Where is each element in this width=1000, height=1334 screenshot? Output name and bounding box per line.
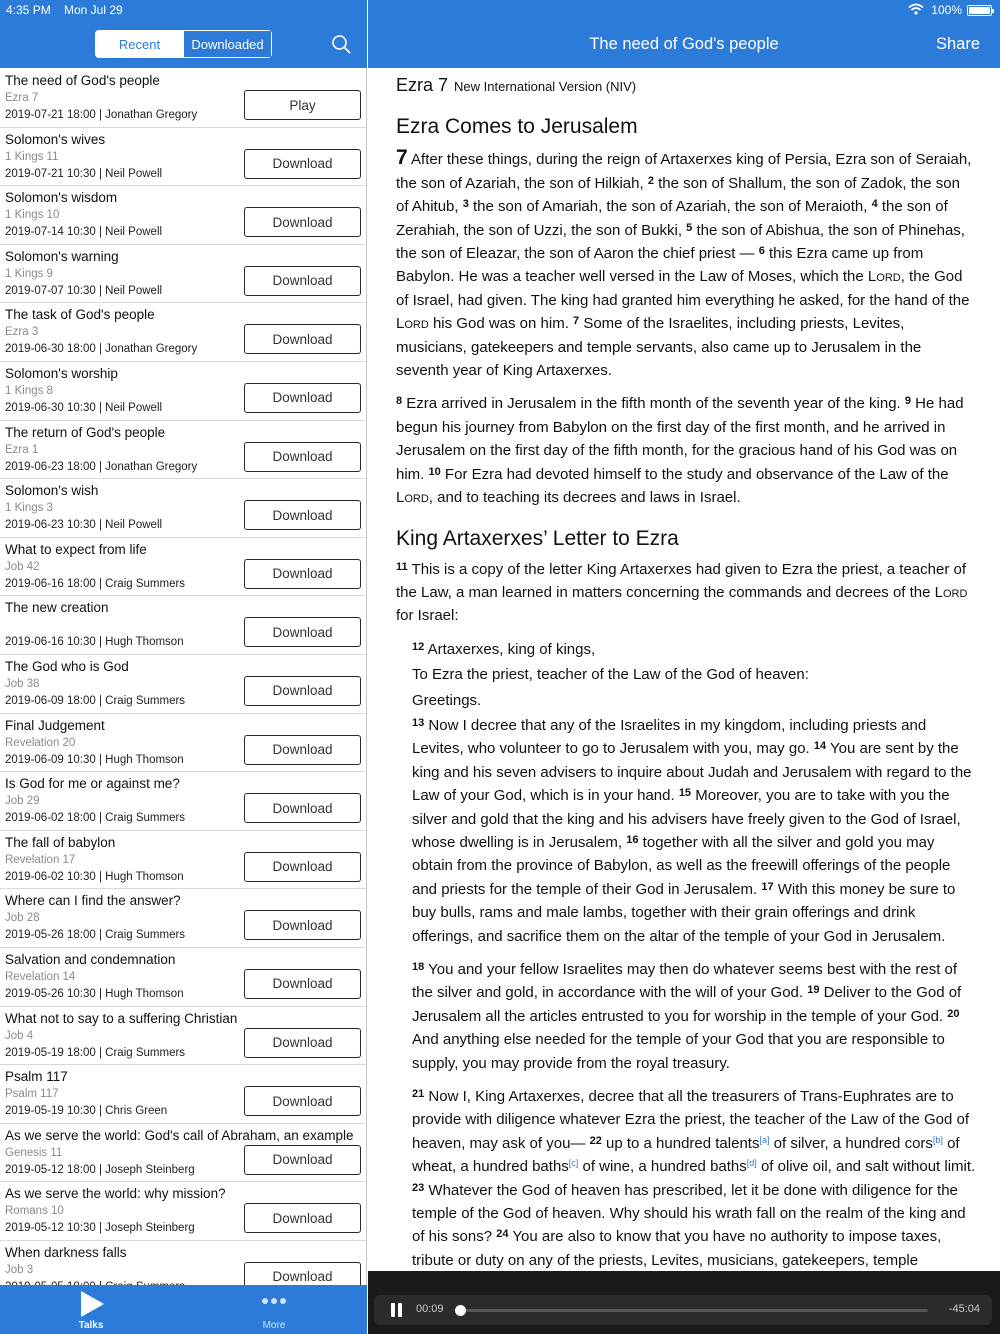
download-button[interactable]: Download	[244, 324, 361, 354]
talk-title: What to expect from life	[5, 541, 147, 557]
talk-date-speaker: 2019-05-12 10:30 | Joseph Steinberg	[5, 1222, 195, 1235]
talk-scripture-ref: Ezra 3	[5, 326, 39, 339]
talk-scripture-ref: 1 Kings 8	[5, 384, 53, 397]
tab-talks-label: Talks	[78, 1320, 104, 1331]
verse-paragraph: $^{11}$ This is a copy of the letter King Artaxerxes had given to Ezra the priest, a teacher of the Law, a man learned in matters concerning the commands and decrees of the Lord for Israel:	[396, 560, 968, 625]
talk-date-speaker: 2019-06-02 18:00 | Craig Summers	[5, 812, 186, 825]
download-button[interactable]: Download	[244, 969, 361, 999]
verse-line: Greetings.	[412, 691, 482, 709]
talk-date-speaker: 2019-06-30 18:00 | Jonathan Gregory	[5, 343, 198, 356]
talk-date-speaker: 2019-05-26 10:30 | Hugh Thomson	[5, 987, 184, 1000]
talk-scripture-ref: 1 Kings 9	[5, 267, 53, 280]
section-heading: Ezra Comes to Jerusalem	[396, 115, 638, 139]
download-button[interactable]: Download	[244, 442, 361, 472]
verse-paragraph: 7 After these things, during the reign of Artaxerxes king of Persia, Ezra son of Seraiah, the son of Azariah, the son of Hilkiah, $^2$ the son of Shallum, the son of Zadok, the son of Ahitub, $^3$ the son of Amariah, the son of Azariah, the son of Meraioth, $^4$ the son of Zerahiah, the son of Uzzi, the son of Bukki, $^5$ the son of Abishua, the son of Phinehas, the son of Eleazar, the son of Aaron the chief priest — $^6$ this Ezra came up from Babylon. He was a teacher well versed in the Law of Moses, which the Lord, the God of Israel, had given. The king had granted him everything he asked, for the hand of the Lord his God was on him. $^7$ Some of the Israelites, including priests, Levites, musicians, gatekeepers and temple servants, also came up to Jerusalem in the seventh year of King Artaxerxes.	[396, 146, 972, 380]
talk-list-item[interactable]	[0, 948, 367, 1007]
talks-pane	[0, 0, 367, 1334]
talk-list-item[interactable]	[0, 303, 367, 362]
pause-icon[interactable]	[390, 1303, 404, 1317]
share-button[interactable]: Share	[935, 35, 980, 53]
bible-version: New International Version (NIV)	[454, 79, 637, 94]
download-button[interactable]: Download	[244, 910, 361, 940]
talk-list-item[interactable]	[0, 772, 367, 831]
talk-scripture-ref: Ezra 7	[5, 92, 39, 104]
talk-title: Salvation and condemnation	[5, 951, 176, 967]
talk-date-speaker: 2019-06-09 18:00 | Craig Summers	[5, 694, 186, 707]
talk-list-item[interactable]	[0, 831, 367, 890]
play-icon	[79, 1290, 105, 1318]
talk-list-item[interactable]	[0, 1124, 367, 1183]
talk-scripture-ref: 1 Kings 11	[5, 150, 59, 163]
verse-paragraph: $^{18}$ You and your fellow Israelites may then do whatever seems best with the rest of the silver and gold, in accordance with the will of your God. $^{19}$ Deliver to the God of Jerusalem all the articles entrusted to you for worship in the temple of your God. $^{20}$ And anything else needed for the temple of your God that you are responsible to supply, you may provide from the royal treasury.	[412, 961, 962, 1072]
download-button[interactable]: Download	[244, 793, 361, 823]
status-date: Mon Jul 29	[64, 3, 123, 17]
segment-recent[interactable]: Recent	[96, 31, 183, 57]
download-button[interactable]: Download	[244, 207, 361, 237]
talk-title: The fall of babylon	[5, 834, 116, 850]
download-button[interactable]: Download	[244, 383, 361, 413]
talk-title: The task of God's people	[5, 307, 155, 323]
passage-pane	[368, 0, 1000, 1334]
talk-title: Solomon's wisdom	[5, 190, 118, 206]
talk-title: Is God for me or against me?	[5, 776, 180, 792]
download-button[interactable]: Download	[244, 852, 361, 882]
download-button[interactable]: Download	[244, 1262, 361, 1292]
talk-list-item[interactable]	[0, 1182, 367, 1241]
talk-scripture-ref: Job 38	[5, 677, 40, 690]
verse-paragraph: $^{21}$ Now I, King Artaxerxes, decree that all the treasurers of Trans-Euphrates are to provide with diligence whatever Ezra the priest, the teacher of the Law of the God of heaven, may ask of you— $^{22}$ up to a hundred talents[a] of silver, a hundred cors[b] of wheat, a hundred baths[c] of wine, a hundred baths[d] of olive oil, and salt without limit. $^{23}$ Whatever the God of heaven has prescribed, let it be done with diligence for the temple of the God of heaven. Why should his wrath fall on the realm of the king and of his sons? $^{24}$ You are also to know that you have no authority to impose taxes, tribute or duty on any of the priests, Levites, musicians, gatekeepers, temple	[412, 1088, 976, 1269]
talk-scripture-ref: Revelation 20	[5, 736, 76, 749]
page-title: The need of God's people	[589, 35, 779, 53]
talk-title: As we serve the world: why mission?	[5, 1186, 226, 1202]
talk-date-speaker: 2019-05-19 18:00 | Craig Summers	[5, 1046, 186, 1059]
download-button[interactable]: Download	[244, 735, 361, 765]
book-chapter: Ezra 7	[396, 75, 449, 95]
talks-filter-segmented-control	[95, 30, 272, 58]
talk-date-speaker: 2019-06-16 18:00 | Craig Summers	[5, 577, 186, 590]
battery-percent: 100%	[931, 3, 962, 17]
talk-scripture-ref: Romans 10	[5, 1205, 64, 1218]
talk-list-item[interactable]	[0, 655, 367, 714]
talk-scripture-ref: Ezra 1	[5, 443, 39, 456]
segment-downloaded[interactable]: Downloaded	[183, 31, 271, 57]
talk-date-speaker: 2019-06-23 10:30 | Neil Powell	[5, 519, 163, 532]
talk-title: The need of God's people	[5, 73, 160, 88]
talk-date-speaker: 2019-05-12 18:00 | Joseph Steinberg	[5, 1163, 195, 1176]
download-button[interactable]: Download	[244, 266, 361, 296]
talk-list-item[interactable]	[0, 538, 367, 597]
verse-paragraph: $^8$ Ezra arrived in Jerusalem in the fifth month of the seventh year of the king. $^9$ He had begun his journey from Babylon on the first day of the first month, and he arrived in Jerusalem on the first day of the fifth month, for the gracious hand of his God was on him. $^{10}$ For Ezra had devoted himself to the study and observance of the Law of the Lord, and to teaching its decrees and laws in Israel.	[396, 395, 964, 507]
more-dots-icon	[261, 1297, 287, 1305]
wifi-icon	[908, 3, 924, 15]
talk-title: Solomon's wives	[5, 131, 106, 147]
talk-date-speaker: 2019-06-23 18:00 | Jonathan Gregory	[5, 460, 198, 473]
download-button[interactable]: Download	[244, 1203, 361, 1233]
talk-title: Where can I find the answer?	[5, 893, 181, 909]
talk-scripture-ref: Revelation 14	[5, 970, 76, 983]
talk-list-item[interactable]	[0, 596, 367, 655]
search-icon[interactable]	[331, 34, 351, 54]
download-button[interactable]: Download	[244, 1145, 361, 1175]
talk-list-item[interactable]	[0, 421, 367, 480]
download-button[interactable]: Download	[244, 559, 361, 589]
talk-date-speaker: 2019-06-30 10:30 | Neil Powell	[5, 401, 163, 414]
talk-list	[0, 69, 367, 1284]
talk-scripture-ref: Job 29	[5, 795, 40, 808]
progress-slider[interactable]	[458, 1309, 928, 1312]
talk-list-item[interactable]	[0, 128, 367, 187]
tab-bar	[0, 1285, 367, 1334]
talk-date-speaker: 2019-06-16 10:30 | Hugh Thomson	[5, 636, 184, 649]
talk-date-speaker: 2019-05-19 10:30 | Chris Green	[5, 1105, 168, 1118]
section-heading: King Artaxerxes’ Letter to Ezra	[396, 526, 679, 550]
talk-title: The new creation	[5, 600, 109, 616]
talk-date-speaker: 2019-07-07 10:30 | Neil Powell	[5, 284, 163, 297]
download-button[interactable]: Download	[244, 1028, 361, 1058]
passage-header	[368, 0, 1000, 68]
talk-scripture-ref: Job 42	[5, 560, 40, 573]
talk-title: What not to say to a suffering Christian	[5, 1010, 238, 1026]
verse-line: $^{12}$ Artaxerxes, king of kings,	[412, 640, 596, 658]
talk-list-item[interactable]	[0, 1065, 367, 1124]
play-button[interactable]: Play	[244, 90, 361, 120]
talk-list-item[interactable]	[0, 245, 367, 304]
talk-title: As we serve the world: God's call of Abraham, an example	[5, 1127, 354, 1143]
talk-list-item[interactable]	[0, 714, 367, 773]
talk-date-speaker: 2019-06-02 10:30 | Hugh Thomson	[5, 870, 184, 883]
verse-paragraph: $^{13}$ Now I decree that any of the Israelites in my kingdom, including priests and Levites, who volunteer to go to Jerusalem with you, may go. $^{14}$ You are sent by the king and his seven advisers to inquire about Judah and Jerusalem with regard to the Law of your God, which is in your hand. $^{15}$ Moreover, you are to take with you the silver and gold that the king and his advisers have freely given to the God of Israel, whose dwelling is in Jerusalem, $^{16}$ together with all the silver and gold you may obtain from the province of Babylon, as well as the freewill offerings of the people and priests for the temple of their God in Jerusalem. $^{17}$ With this money be sure to buy bulls, rams and male lambs, together with their grain offerings and drink offerings, and sacrifice them on the altar of the temple of your God in Jerusalem.	[412, 716, 972, 945]
tab-more-label: More	[262, 1320, 286, 1331]
player-controls	[374, 1295, 992, 1325]
talk-list-item[interactable]	[0, 479, 367, 538]
time-elapsed: 00:09	[416, 1303, 444, 1315]
status-time: 4:35 PM	[6, 3, 51, 17]
talk-scripture-ref: Job 3	[5, 1263, 34, 1276]
progress-knob[interactable]	[455, 1305, 466, 1316]
talk-scripture-ref: Job 28	[5, 912, 40, 925]
tab-more[interactable]	[214, 1285, 334, 1334]
talk-title: Solomon's warning	[5, 248, 119, 264]
talk-date-speaker: 2019-05-26 18:00 | Craig Summers	[5, 929, 186, 942]
talk-list-item[interactable]	[0, 889, 367, 948]
talk-scripture-ref: Genesis 11	[5, 1146, 63, 1159]
talk-scripture-ref: 1 Kings 3	[5, 502, 53, 515]
talk-scripture-ref: Job 4	[5, 1029, 34, 1042]
talk-title: Solomon's wish	[5, 483, 99, 499]
verse-line: To Ezra the priest, teacher of the Law of the God of heaven:	[412, 666, 809, 684]
talk-title: Psalm 117	[5, 1069, 68, 1085]
talk-title: When darkness falls	[5, 1244, 127, 1260]
download-button[interactable]: Download	[244, 676, 361, 706]
talk-title: The God who is God	[5, 658, 129, 674]
talk-list-item[interactable]	[0, 69, 367, 128]
audio-player	[368, 1271, 1000, 1334]
talk-scripture-ref: Psalm 117	[5, 1088, 59, 1101]
talk-title: Final Judgement	[5, 717, 105, 733]
talk-title: Solomon's worship	[5, 365, 118, 381]
talk-date-speaker: 2019-07-14 10:30 | Neil Powell	[5, 226, 163, 239]
download-button[interactable]: Download	[244, 500, 361, 530]
download-button[interactable]: Download	[244, 149, 361, 179]
battery-icon	[967, 5, 992, 16]
tab-talks[interactable]	[31, 1285, 151, 1334]
talk-scripture-ref: Revelation 17	[5, 853, 76, 866]
talks-header	[0, 0, 367, 68]
download-button[interactable]: Download	[244, 617, 361, 647]
download-button[interactable]: Download	[244, 1086, 361, 1116]
talk-list-item[interactable]	[0, 362, 367, 421]
talk-list-item[interactable]	[0, 1007, 367, 1066]
passage-reference	[396, 74, 976, 98]
talk-date-speaker: 2019-06-09 10:30 | Hugh Thomson	[5, 753, 184, 766]
talk-scripture-ref: 1 Kings 10	[5, 209, 60, 222]
time-remaining: -45:04	[948, 1303, 980, 1315]
talk-list-item[interactable]	[0, 186, 367, 245]
talk-date-speaker: 2019-07-21 10:30 | Neil Powell	[5, 167, 163, 180]
talk-date-speaker: 2019-07-21 18:00 | Jonathan Gregory	[5, 109, 198, 121]
talk-title: The return of God's people	[5, 424, 166, 440]
scripture-passage	[396, 74, 976, 1306]
